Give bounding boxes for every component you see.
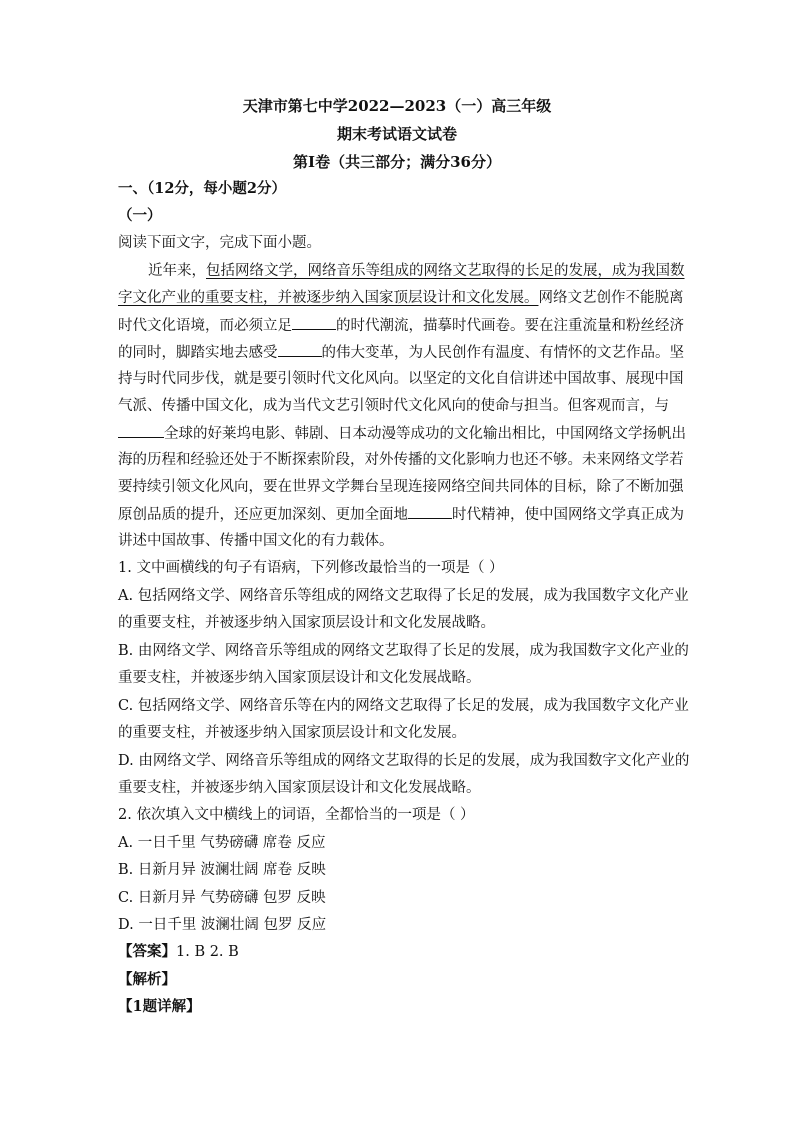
passage-line: 海的历程和经验还处于不断探索阶段，对外传播的文化影响力也还不够。未来网络文学若 [118,452,684,468]
passage-line: 字文化产业的重要支柱，并被逐步纳入国家顶层设计和文化发展。网络文艺创作不能脱离 [118,290,684,306]
passage-line: 讲述中国故事、传播中国文化的有力载体。 [118,533,394,549]
passage-line: 近年来，包括网络文学，网络音乐等组成的网络文艺取得的长足的发展，成为我国数 [148,263,685,279]
option-c: C. 日新月异 气势磅礴 包罗 反映 [118,890,326,906]
option-d-cont: 重要支柱，并被逐步纳入国家顶层设计和文化发展战略。 [118,780,481,796]
passage-line: 要持续引领文化风向，要在世界文学舞台呈现连接网络空间共同体的目标，除了不断加强 [118,479,684,495]
underlined-sentence: 包括网络文学，网络音乐等组成的网络文艺取得的长足的发展，成为我国数 [206,263,685,279]
passage-line: 气派、传播中国文化，成为当代文艺引领时代文化风向的使命与担当。但客观而言，与 [118,398,669,414]
paper-part-title: 第Ⅰ卷（共三部分；满分36分） [293,153,501,171]
option-a: A. 一日千里 气势磅礴 席卷 反应 [118,835,326,851]
fill-blank [278,342,322,357]
detail-label: 【1题详解】 [118,998,201,1015]
option-a-cont: 的重要支柱，并被逐步纳入国家顶层设计和文化发展战略。 [118,615,495,631]
option-b: B. 由网络文学、网络音乐等组成的网络文艺取得了长足的发展，成为我国数字文化产业的 [118,643,689,659]
answer-line [118,942,239,962]
passage-line: 原创品质的提升，还应更加深刻、更加全面地 时代精神，使中国网络文学真正成为 [118,504,684,525]
analysis-label: 【解析】 [118,971,176,988]
reading-instruction: 阅读下面文字，完成下面小题。 [118,235,321,251]
passage-line: 全球的好莱坞电影、韩剧、日本动漫等成功的文化输出相比，中国网络文学扬帆出 [118,423,686,444]
question-stem: 1. 文中画横线的句子有语病，下列修改最恰当的一项是（ ） [118,560,504,576]
option-d: D. 一日千里 波澜壮阔 包罗 反应 [118,917,327,933]
answer-label: 【答案】 [118,943,176,960]
fill-blank [118,423,164,438]
answer-value: 1. B 2. B [176,944,239,960]
fill-blank [292,315,336,330]
option-c: C. 包括网络文学、网络音乐等在内的网络文艺取得了长足的发展，成为我国数字文化产业 [118,698,689,714]
option-c-cont: 的重要支柱，并被逐步纳入国家顶层设计和文化发展。 [118,725,466,741]
passage-line: 时代文化语境，而必须立足 的时代潮流，描摹时代画卷。要在注重流量和粉丝经济 [118,315,684,336]
option-d: D. 由网络文学、网络音乐等组成的网络文艺取得的长足的发展，成为我国数字文化产业的 [118,753,690,769]
exam-subtitle: 期末考试语文试卷 [336,125,457,143]
fill-blank [408,504,452,519]
passage-line: 持与时代同步伐，就是要引领时代文化风向。以坚定的文化自信讲述中国故事、展现中国 [118,371,684,387]
sub-heading: （一） [118,207,162,224]
question-stem: 2. 依次填入文中横线上的词语，全都恰当的一项是（ ） [118,807,475,823]
option-b: B. 日新月异 波澜壮阔 席卷 反映 [118,862,326,878]
exam-title: 天津市第七中学2022—2023（一）高三年级 [242,97,552,115]
underlined-sentence: 字文化产业的重要支柱，并被逐步纳入国家顶层设计和文化发展。 [118,290,539,306]
section-heading: 一、（12分，每小题2分） [118,180,287,197]
option-b-cont: 重要支柱，并被逐步纳入国家顶层设计和文化发展战略。 [118,670,481,686]
passage-line: 的同时，脚踏实地去感受 的伟大变革，为人民创作有温度、有情怀的文艺作品。坚 [118,342,684,363]
option-a: A. 包括网络文学、网络音乐等组成的网络文艺取得了长足的发展，成为我国数字文化产业 [118,588,689,604]
